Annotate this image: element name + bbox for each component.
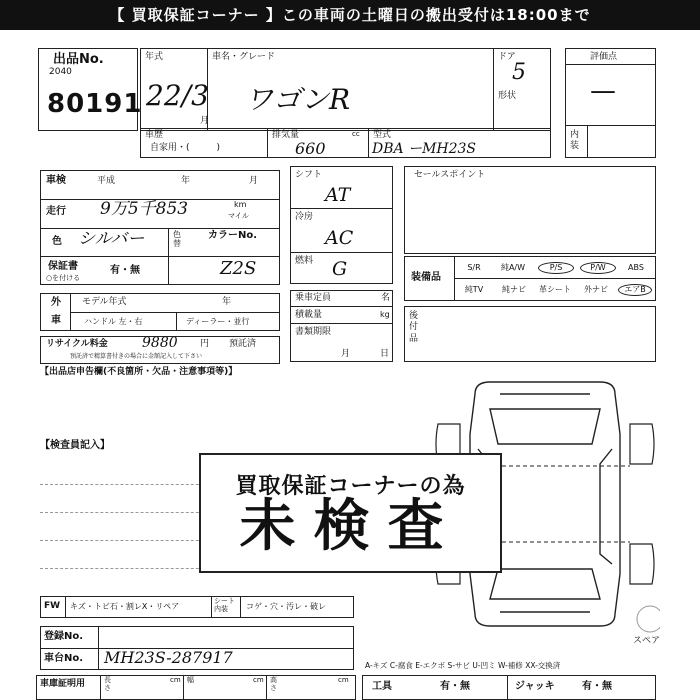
import-dealer: ディーラー・並行 [186,317,250,326]
jack-label: ジャッキ [515,681,555,692]
recycle-note: 預託済で精算書付きの場合に金額記入して下さい [70,353,203,360]
load-unit: kg [380,310,390,319]
chassis-label: 車台No. [44,653,84,664]
storage-unit: 月 [341,349,351,359]
model-value: DBA ーMH23S [372,141,477,157]
stamp-line-2: 未検査 [239,494,462,559]
rating-value: — [590,76,616,106]
inspector-notes-label: 【検査員記入】 [40,440,110,451]
jack-options: 有・無 [582,681,612,692]
import-year: 年 [222,297,232,307]
capacity-unit: 名 [381,293,391,303]
color-code-value: Z2S [220,258,257,279]
chassis-value: MH23S-287917 [104,648,233,667]
warranty-label: 保証書 [48,261,78,272]
fuel-label: 燃料 [295,256,314,266]
equipment-label: 装備品 [411,272,441,283]
inspection-month: 月 [249,176,259,186]
equip-tv: 純TV [464,285,484,294]
sales-point-label: セールスポイント [414,170,486,180]
fw-seat-label: シート内装 [214,597,235,613]
fw-text-2: コゲ・穴・汚レ・破レ [246,602,326,611]
mileage-km: km [234,200,247,209]
interior-label: 内装 [570,130,580,151]
inspection-era: 平成 [97,176,116,186]
recycle-status: 預託済 [229,339,257,349]
import-label-1: 外 [51,297,61,308]
capacity-label: 乗車定員 [295,293,332,303]
cert-width-unit: cm [253,676,264,684]
cert-length: 長さ [104,676,111,692]
inspection-label: 車検 [46,175,66,186]
ac-value: AC [325,227,354,249]
displacement-label: 排気量 [272,130,300,140]
warranty-note: ○を付ける [46,274,81,282]
banner-title: 【 買取保証コーナー 】この車両の土曜日の搬出受付は18:00まで [0,0,700,30]
ac-label: 冷房 [295,212,314,222]
door-label: ドア [498,52,516,62]
equip-power-steering: P/S [538,262,574,274]
mileage-label: 走行 [46,206,66,217]
load-label: 積載量 [295,310,323,320]
inspection-year: 年 [181,176,191,186]
model-label: 型式 [373,130,392,140]
equip-alloy-wheels: 純A/W [500,263,526,272]
warranty-options: 有・無 [110,265,140,276]
recycle-unit: 円 [200,339,210,349]
import-handle: ハンドル 左・右 [84,317,143,326]
lot-label: 出品No. [53,52,104,67]
storage-label: 書類期限 [295,327,332,337]
equip-navi: 純ナビ [502,285,526,294]
registration-label: 登録No. [44,631,84,642]
stamp-line-1: 買取保証コーナーの為 [235,474,466,499]
lot-number-box [38,48,143,131]
stamp-box [199,453,502,573]
cert-height-unit: cm [338,676,349,684]
rating-label: 評価点 [590,52,618,62]
shape-label: 形状 [498,91,517,101]
equip-leather-seat: 革シート [539,285,571,294]
equip-sunroof: S/R [467,263,481,272]
cert-height: 高さ [270,676,277,692]
door-value: 5 [512,60,526,85]
tools-label: 工具 [372,681,392,692]
name-value: ワゴンR [245,83,351,116]
usage-value: 自家用・( ) [150,143,221,153]
displacement-unit: cc [352,130,360,138]
tools-options: 有・無 [440,681,470,692]
cert-width: 幅 [187,676,194,684]
recycle-label: リサイクル料金 [46,339,108,349]
shift-value: AT [325,184,351,206]
lot-number: 80191 [47,89,143,119]
cert-label: 車庫証明用 [40,679,86,689]
fw-text-1: キズ・トビ石・割レX・リペア [70,602,180,611]
storage-day: 日 [380,349,390,359]
color-code-label: カラーNo. [208,230,258,241]
equip-abs: ABS [628,263,644,272]
spare-label: スペア [633,636,661,646]
color-value: シルバー [78,229,145,249]
lot-sub: 2040 [49,67,72,77]
aftermarket-label: 後付品 [409,311,419,344]
fuel-value: G [332,258,348,280]
usage-label: 車歴 [145,130,164,140]
import-model-year: モデル年式 [82,297,127,307]
year-unit: 月 [200,116,210,126]
recycle-value: 9880 [142,335,178,351]
damage-legend: A-キズ C-腐食 E-エクボ S-サビ U-凹ミ W-補修 XX-交換済 [365,661,561,670]
equip-power-windows: P/W [580,262,616,274]
year-value: 22/3 [146,79,209,112]
name-label: 車名・グレード [212,52,276,62]
import-label-2: 車 [51,315,61,326]
equip-ext-navi: 外ナビ [584,285,608,294]
mileage-value: 9万5千853 [100,199,189,219]
cert-length-unit: cm [170,676,181,684]
mileage-mile: マイル [228,212,249,220]
aftermarket-box [404,306,656,362]
year-label: 年式 [145,52,164,62]
seller-notes-label: 【出品店申告欄(不良箇所・欠品・注意事項等)】 [40,367,238,377]
color-label: 色 [52,236,62,247]
fw-label: FW [44,601,61,611]
displacement-value: 660 [295,139,326,158]
color-change-label: 色替 [173,230,181,248]
shift-label: シフト [295,170,323,180]
equip-airbag: エアB [618,284,652,296]
